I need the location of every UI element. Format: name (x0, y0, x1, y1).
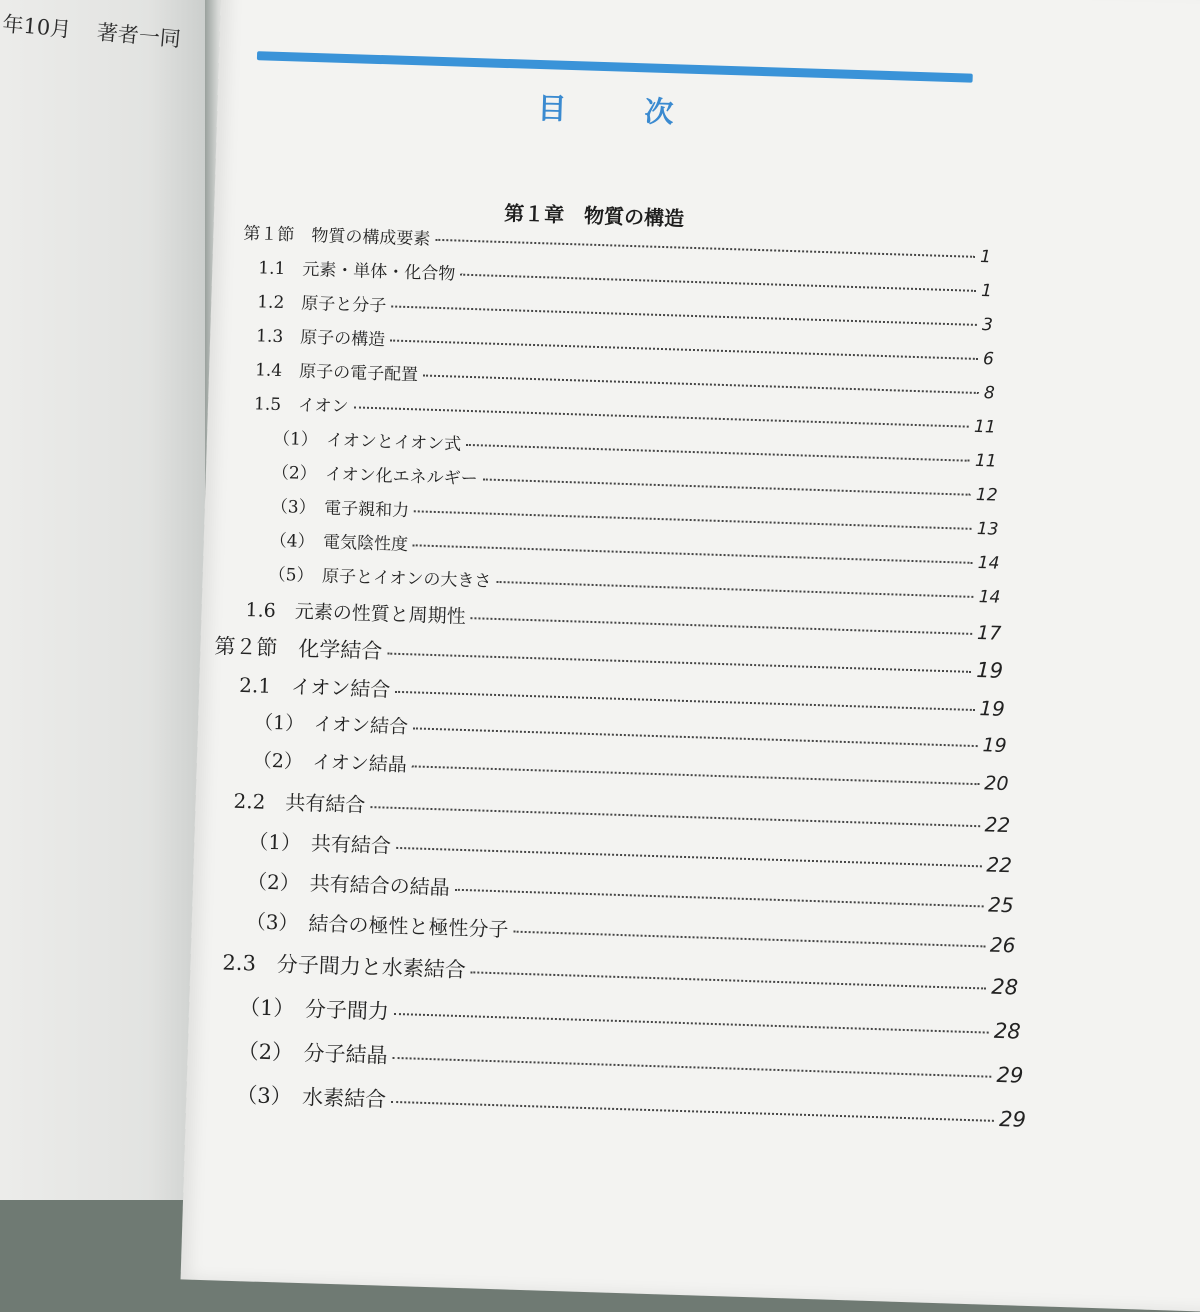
toc-entry-label: （1） イオンとイオン式 (272, 428, 462, 455)
toc-entry-label: （3） 水素結合 (235, 1083, 387, 1112)
dot-leader (471, 617, 972, 635)
toc-entry-page-number: 28 (993, 1018, 1022, 1044)
dot-leader (471, 971, 987, 989)
dot-leader (483, 478, 971, 495)
toc-entry-page-number: 19 (975, 658, 1004, 683)
toc-entry-label: 1.5 イオン (253, 394, 349, 418)
toc-entry-page-number: 19 (979, 696, 1006, 721)
dot-leader (414, 510, 972, 530)
toc-entry-page-number: 12 (975, 484, 998, 506)
dot-leader (394, 1013, 989, 1034)
dot-leader (413, 727, 978, 747)
toc-entry-label: （5） 原子とイオンの大きさ (268, 564, 492, 592)
left-page-header (1, 8, 182, 53)
toc-page (181, 0, 1200, 1312)
chapter-heading: 第１章 物質の構造 (503, 200, 685, 231)
toc-entry-page-number: 22 (984, 812, 1011, 838)
toc-entry-page-number: 8 (983, 383, 996, 404)
toc-entry-label: 第１節 物質の構成要素 (243, 223, 431, 250)
toc-entry-label: （3） 結合の極性と極性分子 (245, 909, 509, 942)
toc-entry-page-number: 1 (980, 281, 993, 302)
toc-entry-page-number: 3 (981, 315, 994, 336)
toc-entry-label: （2） 分子結晶 (237, 1039, 388, 1068)
dot-leader (455, 889, 984, 908)
toc-entry-page-number: 11 (974, 450, 997, 472)
toc-entry-page-number: 14 (978, 587, 1001, 608)
toc-entry-page-number: 20 (983, 772, 1009, 796)
toc-entry-label: 2.1 イオン結合 (238, 672, 391, 702)
dot-leader (466, 444, 970, 462)
dot-leader (460, 274, 976, 292)
toc-entry-label: 1.3 原子の構造 (255, 326, 386, 351)
toc-entry-label: （4） 電気陰性度 (269, 530, 409, 556)
dot-leader (396, 847, 982, 867)
toc-entry-label: （1） 共有結合 (247, 829, 392, 858)
toc-entry-page-number: 14 (977, 553, 1000, 574)
toc-entry-page-number: 13 (976, 518, 999, 540)
toc-entry-label: 1.2 原子と分子 (256, 292, 387, 317)
toc-entry-page-number: 6 (982, 349, 995, 370)
dot-leader (391, 1101, 994, 1122)
toc-entry-label: （3） 電子親和力 (270, 496, 410, 522)
toc-entry-page-number: 22 (986, 852, 1013, 878)
header-date: 年10月 (1, 11, 73, 42)
toc-entry-page-number: 19 (982, 734, 1008, 758)
dot-leader (496, 581, 973, 598)
dot-leader (354, 406, 970, 427)
dot-leader (395, 691, 974, 711)
toc-entry-label: 1.6 元素の性質と周期性 (245, 599, 467, 628)
toc-entry-label: （1） イオン結合 (253, 711, 409, 739)
dot-leader (392, 1057, 991, 1078)
toc-entry-label: （2） 共有結合の結晶 (246, 869, 451, 900)
toc-entry-label: （2） イオン結晶 (252, 749, 408, 777)
dot-leader (413, 544, 973, 564)
toc-entry-label: 2.3 分子間力と水素結合 (222, 950, 467, 983)
dot-leader (370, 806, 979, 827)
toc-entry-label: （1） 分子間力 (238, 995, 390, 1024)
toc-entry-label: 第２節 化学結合 (214, 634, 383, 664)
toc-title (537, 86, 752, 134)
toc-title-char: 次 (643, 94, 675, 130)
toc-entry-label: 1.1 元素・単体・化合物 (258, 258, 456, 285)
toc-entry-label: 2.2 共有結合 (233, 788, 366, 817)
dot-leader (387, 653, 971, 673)
toc-entry-page-number: 26 (989, 932, 1016, 958)
toc-entry-page-number: 25 (987, 892, 1015, 918)
toc-entry-page-number: 28 (991, 974, 1019, 1000)
toc-entry-page-number: 11 (973, 416, 997, 438)
toc-entry-label: 1.4 原子の電子配置 (254, 360, 419, 386)
dot-leader (412, 765, 980, 785)
toc-entry-page-number: 29 (998, 1106, 1027, 1132)
dot-leader (391, 305, 977, 325)
toc-title-char: 目 (536, 90, 568, 126)
toc-entry (237, 1035, 1024, 1090)
toc-entry-page-number: 29 (996, 1062, 1024, 1088)
header-accent-bar (257, 51, 973, 82)
left-page (0, 0, 212, 1200)
toc-entry-page-number: 1 (979, 246, 992, 268)
toc-entry-label: （2） イオン化エネルギー (271, 462, 478, 490)
toc-entry (236, 1079, 1027, 1134)
dot-leader (435, 239, 975, 258)
header-authors: 著者一同 (95, 20, 182, 52)
dot-leader (390, 339, 978, 359)
dot-leader (423, 375, 979, 394)
dot-leader (513, 931, 985, 948)
toc-entry-page-number: 17 (976, 622, 1002, 645)
toc-entry (239, 991, 1022, 1046)
